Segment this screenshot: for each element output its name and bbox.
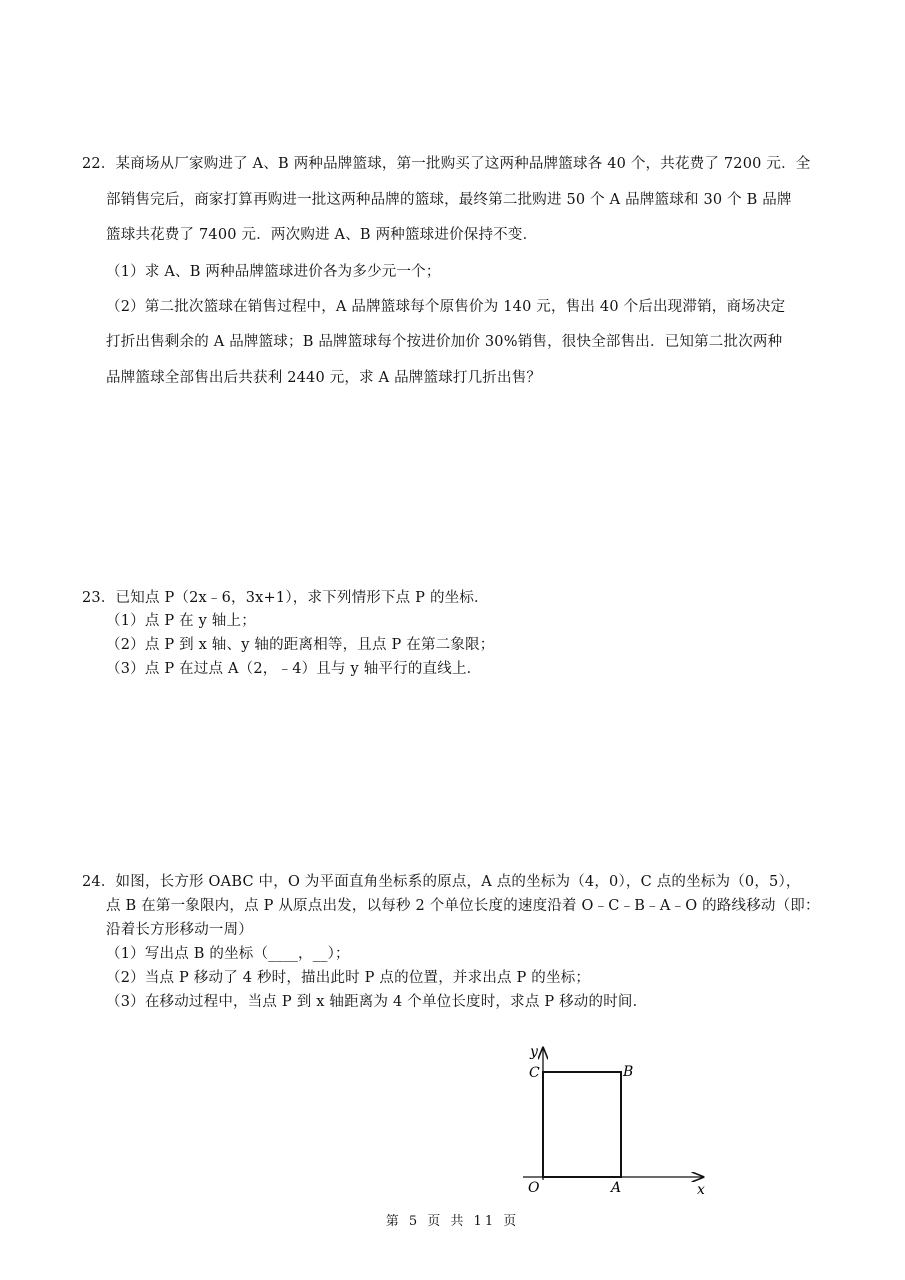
page-footer: 第 5 页 共 11 页: [385, 1214, 520, 1229]
q22-sub-2-cont: 打折出售剩余的 A 品牌篮球；B 品牌篮球每个按进价加价 30%销售，很快全部售出．已知第二批次两种: [106, 334, 783, 350]
label-b: B: [623, 1064, 634, 1080]
q24-sub-1: （1）写出点 B 的坐标（____，__）；: [106, 946, 350, 962]
label-a: A: [611, 1180, 622, 1196]
q24-line-1: 24．如图，长方形 OABC 中，O 为平面直角坐标系的原点，A 点的坐标为（4，0），C 点的坐标为（0，5），: [82, 874, 801, 890]
label-c: C: [529, 1065, 540, 1081]
label-y: y: [530, 1044, 538, 1060]
q22-sub-2-end: 品牌篮球全部售出后共获利 2440 元，求 A 品牌篮球打几折出售？: [106, 370, 542, 386]
q24-sub-3: （3）在移动过程中，当点 P 到 x 轴距离为 4 个单位长度时，求点 P 移动的时间．: [106, 994, 648, 1010]
q22-line-1: 22．某商场从厂家购进了 A、B 两种品牌篮球，第一批购买了这两种品牌篮球各 40 个，共花费了 7200 元．全: [82, 156, 811, 172]
q23-stem: 23．已知点 P（2x﹣6，3x+1），求下列情形下点 P 的坐标．: [82, 590, 489, 606]
label-o: O: [528, 1180, 540, 1196]
q22-sub-2: （2）第二批次篮球在销售过程中，A 品牌篮球每个原售价为 140 元，售出 40 个后出现滞销，商场决定: [106, 299, 786, 315]
q23-sub-2: （2）点 P 到 x 轴、y 轴的距离相等，且点 P 在第二象限；: [106, 637, 495, 653]
q23-sub-1: （1）点 P 在 y 轴上；: [106, 613, 256, 629]
rectangle-oabc: [543, 1072, 621, 1177]
q24-sub-2: （2）当点 P 移动了 4 秒时，描出此时 P 点的位置，并求出点 P 的坐标；: [106, 970, 591, 986]
q24-line-3: 沿着长方形移动一周）: [106, 922, 253, 938]
rectangle-coordinate-figure: [515, 1040, 715, 1200]
q24-line-2: 点 B 在第一象限内，点 P 从原点出发，以每秒 2 个单位长度的速度沿着 O﹣C﹣B﹣A﹣O 的路线移动（即：: [106, 898, 820, 914]
q22-sub-1: （1）求 A、B 两种品牌篮球进价各为多少元一个；: [106, 264, 441, 280]
q22-line-3: 篮球共花费了 7400 元．两次购进 A、B 两种篮球进价保持不变．: [106, 227, 538, 243]
q22-line-2: 部销售完后，商家打算再购进一批这两种品牌的篮球，最终第二批购进 50 个 A 品牌篮球和 30 个 B 品牌: [106, 192, 792, 208]
q23-sub-3: （3）点 P 在过点 A（2，﹣4）且与 y 轴平行的直线上．: [106, 661, 482, 677]
label-x: x: [697, 1182, 705, 1198]
